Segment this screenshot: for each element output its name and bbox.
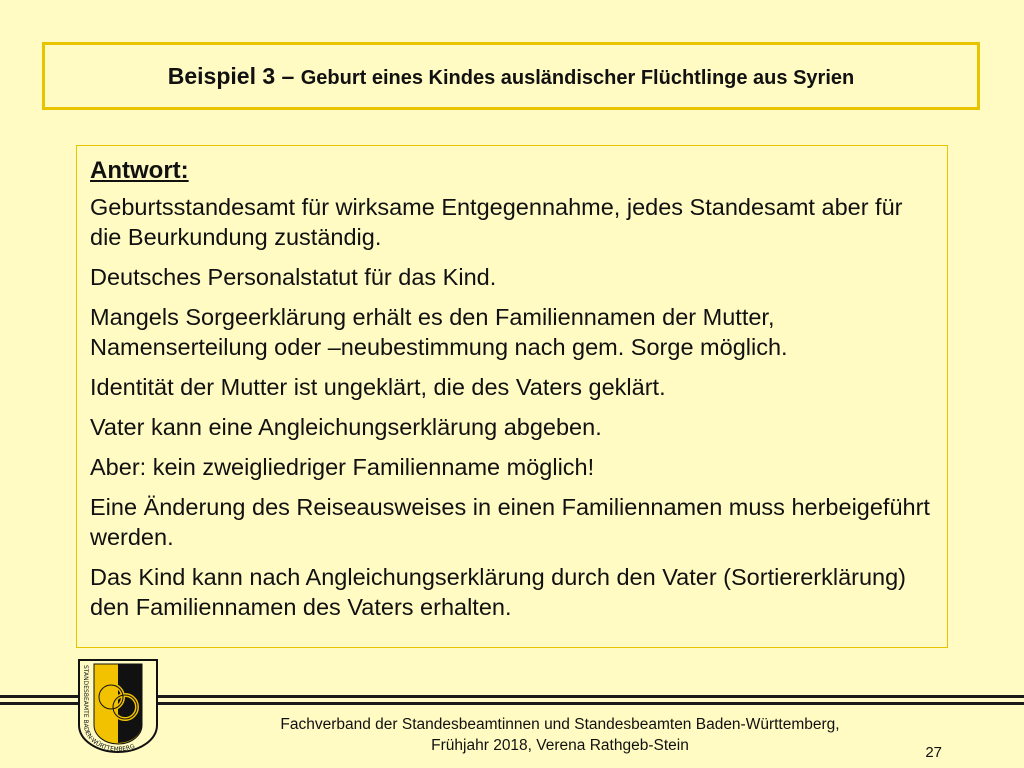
title-subtitle: Geburt eines Kindes ausländischer Flüchtlinge aus Syrien <box>300 66 855 89</box>
page-number: 27 <box>925 744 942 761</box>
answer-paragraph: Mangels Sorgeerklärung erhält es den Familiennamen der Mutter, Namenserteilung oder –neubestimmung nach gem. Sorge möglich. <box>90 304 788 360</box>
content-box <box>76 145 948 648</box>
answer-paragraph: Aber: kein zweigliedriger Familienname möglich! <box>90 454 595 480</box>
title-separator: – <box>275 62 301 89</box>
answer-paragraph: Identität der Mutter ist ungeklärt, die des Vaters geklärt. <box>90 374 666 400</box>
title-main: Beispiel 3 <box>167 62 276 89</box>
footer-line-2: Frühjahr 2018, Verena Rathgeb-Stein <box>431 737 689 754</box>
title-box <box>42 42 980 110</box>
answer-paragraph: Geburtsstandesamt für wirksame Entgegennahme, jedes Standesamt aber für die Beurkundung zuständig. <box>90 194 903 250</box>
logo-text: STANDESBEAMTE BADEN-WÜRTTEMBERG <box>81 665 136 753</box>
answer-paragraph: Das Kind kann nach Angleichungserklärung durch den Vater (Sortiererklärung) den Familiennamen des Vaters erhalten. <box>90 564 907 620</box>
answer-paragraph: Deutsches Personalstatut für das Kind. <box>90 264 497 290</box>
answer-paragraph: Vater kann eine Angleichungserklärung abgeben. <box>90 414 602 440</box>
slide-title <box>168 63 854 90</box>
standesbeamte-logo-icon <box>76 657 160 753</box>
answer-label: Antwort: <box>90 157 189 184</box>
answer-paragraph: Eine Änderung des Reiseausweises in einen Familiennamen muss herbeigeführt werden. <box>90 494 930 550</box>
footer-line-1: Fachverband der Standesbeamtinnen und Standesbeamten Baden-Württemberg, <box>280 716 840 733</box>
